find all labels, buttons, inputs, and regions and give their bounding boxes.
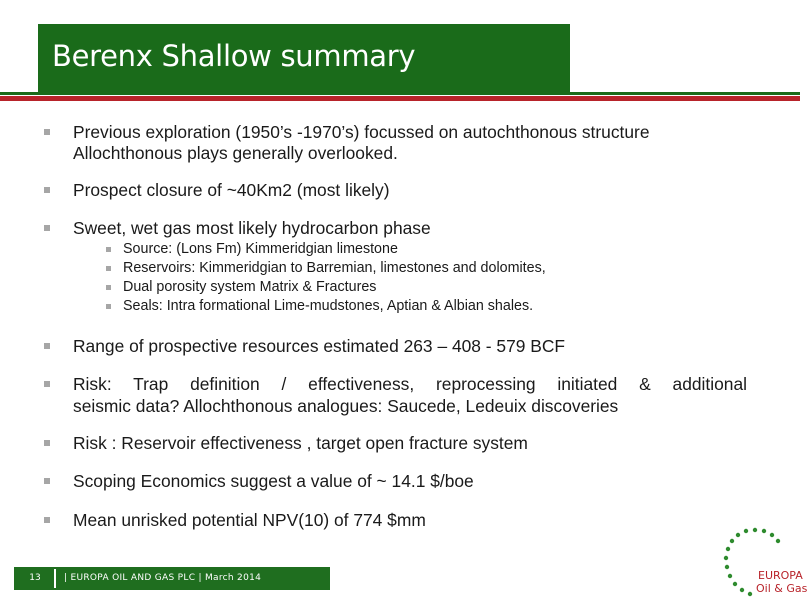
footer-bar — [14, 567, 330, 590]
bullet-text: Prospect closure of ~40Km2 (most likely) — [73, 180, 390, 200]
sub-bullet-text: Source: (Lons Fm) Kimmeridgian limestone — [123, 241, 398, 257]
sub-bullet-marker — [106, 266, 111, 271]
sub-bullet-text: Reservoirs: Kimmeridgian to Barremian, limestones and dolomites, — [123, 260, 546, 276]
bullet-text: Risk : Reservoir effectiveness , target open fracture system — [73, 433, 528, 453]
bullet-marker — [44, 381, 50, 387]
slide-title: Berenx Shallow summary — [52, 39, 416, 73]
bullet-marker — [44, 478, 50, 484]
footer-divider — [54, 569, 56, 588]
bullet-marker — [44, 517, 50, 523]
footer-text: | EUROPA OIL AND GAS PLC | March 2014 — [64, 573, 262, 583]
logo-text: Oil & Gas — [756, 582, 807, 595]
bullet-text-continuation: seismic data? Allochthonous analogues: Saucede, Ledeuix discoveries — [73, 396, 619, 416]
sub-bullet-marker — [106, 304, 111, 309]
bullet-marker — [44, 440, 50, 446]
bullet-text: Scoping Economics suggest a value of ~ 14.1 $/boe — [73, 471, 474, 491]
sub-bullet-marker — [106, 285, 111, 290]
bullet-text-continuation: Allochthonous plays generally overlooked. — [73, 143, 398, 163]
sub-bullet-text: Seals: Intra formational Lime-mudstones, Aptian & Albian shales. — [123, 298, 534, 314]
bullet-text: Mean unrisked potential NPV(10) of 774 $mm — [73, 510, 426, 530]
bullet-marker — [44, 225, 50, 231]
bullet-marker — [44, 129, 50, 135]
page-number: 13 — [29, 573, 41, 583]
sub-bullet-text: Dual porosity system Matrix & Fractures — [123, 279, 377, 295]
bullet-text: Sweet, wet gas most likely hydrocarbon phase — [73, 218, 431, 238]
bullet-text: Risk: Trap definition / effectiveness, reprocessing initiated & additional — [73, 374, 747, 394]
bullet-marker — [44, 187, 50, 193]
bullet-marker — [44, 343, 50, 349]
bullet-text: Range of prospective resources estimated 263 – 408 - 579 BCF — [73, 336, 566, 356]
sub-bullet-marker — [106, 247, 111, 252]
logo-text: EUROPA — [758, 569, 803, 582]
bullet-text: Previous exploration (1950’s -1970’s) focussed on autochthonous structure — [73, 122, 650, 142]
